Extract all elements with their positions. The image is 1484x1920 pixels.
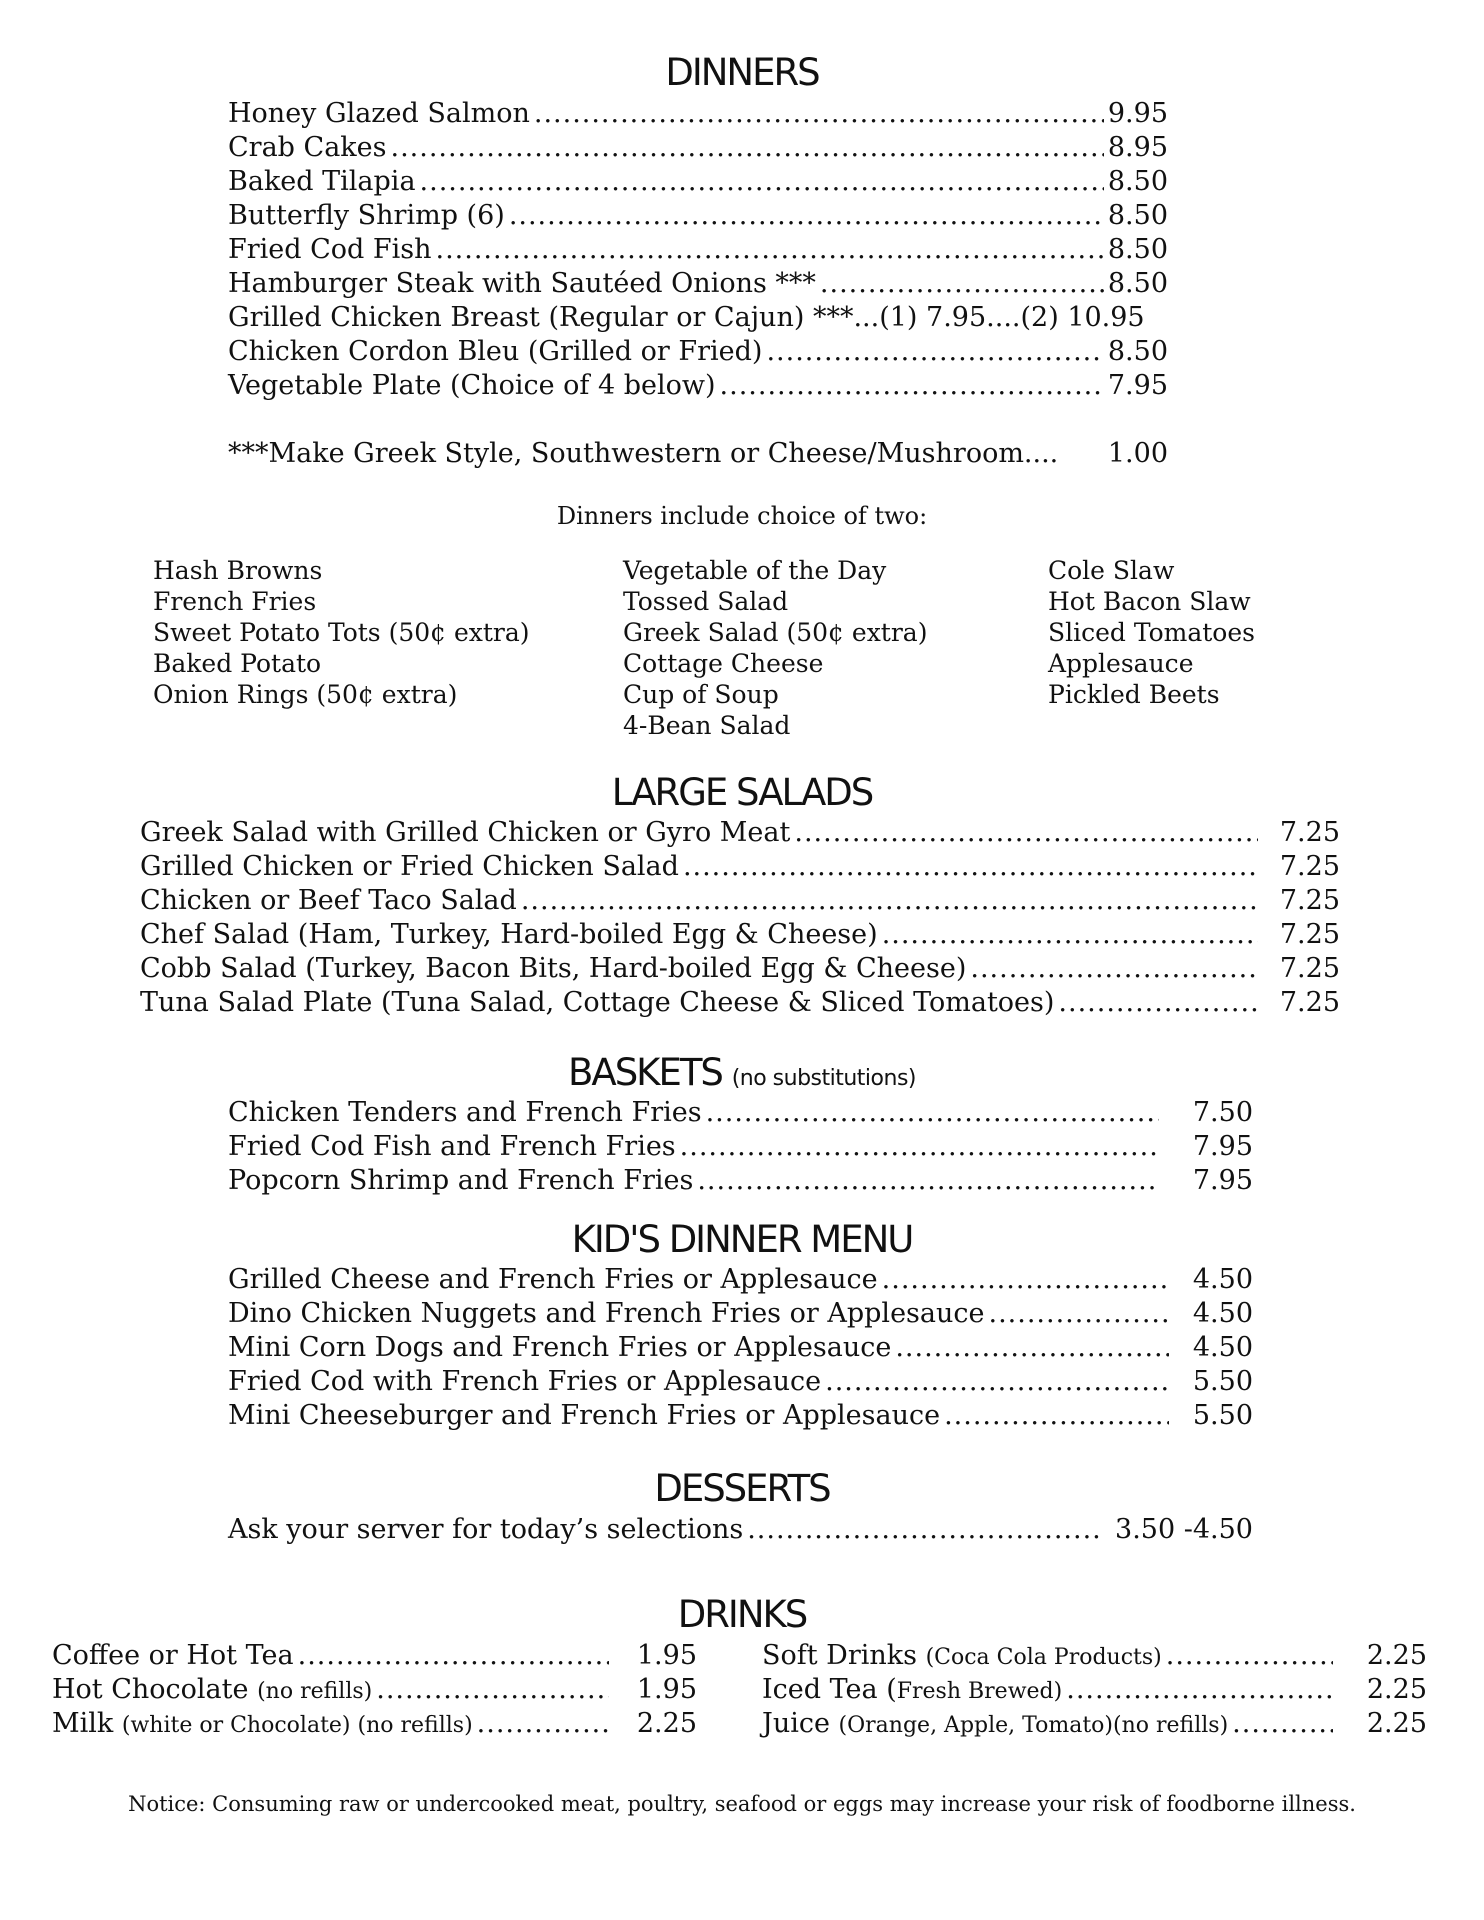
drink-item: Juice (Orange, Apple, Tomato)(no refills) ..... 2.25: [762, 1707, 1427, 1743]
menu-item: Fried Cod with French Fries or Applesauce ..... 5.50: [228, 1365, 1253, 1399]
menu-item: Grilled Cheese and French Fries or Applesauce ..... 4.50: [228, 1263, 1253, 1297]
drink-item: Coffee or Hot Tea ..... 1.95: [52, 1639, 697, 1673]
menu-item: Ask your server for today’s selections ..... 3.50 -4.50: [228, 1513, 1253, 1547]
side-item: Sliced Tomatoes: [1048, 618, 1255, 647]
menu-item: Chicken or Beef Taco Salad ..... 7.25: [140, 884, 1340, 918]
menu-item: Popcorn Shrimp and French Fries ..... 7.95: [228, 1164, 1253, 1198]
menu-item: Grilled Chicken Breast (Regular or Cajun) *** ...(1) 7.95....(2) 10.95: [228, 302, 1145, 333]
kids-menu-heading: KID'S DINNER MENU: [571, 1218, 913, 1261]
side-item: Applesauce: [1048, 649, 1194, 678]
side-item: Cup of Soup: [623, 680, 779, 709]
menu-item: Butterfly Shrimp (6) ..... 8.50: [228, 199, 1168, 233]
side-item: Cole Slaw: [1048, 556, 1175, 585]
side-item: 4-Bean Salad: [623, 711, 791, 740]
menu-item: Fried Cod Fish and French Fries ..... 7.95: [228, 1130, 1253, 1164]
menu-item: Mini Corn Dogs and French Fries or Applesauce ..... 4.50: [228, 1331, 1253, 1365]
side-item: Hot Bacon Slaw: [1048, 587, 1251, 616]
drink-item: Iced Tea (Fresh Brewed) ..... 2.25: [762, 1673, 1427, 1709]
side-item: Greek Salad (50¢ extra): [623, 618, 928, 647]
drink-item: Hot Chocolate (no refills) ..... 1.95: [52, 1673, 697, 1709]
menu-item: Hamburger Steak with Sautéed Onions *** ..... 8.50: [228, 267, 1168, 301]
menu-item: Baked Tilapia ..... 8.50: [228, 165, 1168, 199]
menu-item: Chicken Cordon Bleu (Grilled or Fried) ..... 8.50: [228, 335, 1168, 369]
side-item: Pickled Beets: [1048, 680, 1220, 709]
desserts-heading: DESSERTS: [654, 1467, 830, 1510]
menu-item: Cobb Salad (Turkey, Bacon Bits, Hard-boiled Egg & Cheese) ..... 7.25: [140, 952, 1340, 986]
drink-item: Soft Drinks (Coca Cola Products) ..... 2.25: [762, 1639, 1427, 1675]
sides-column-2: [623, 555, 927, 741]
side-item: Cottage Cheese: [623, 649, 824, 678]
dinners-include-note: Dinners include choice of two:: [556, 502, 928, 530]
baskets-heading: BASKETS (no substitutions): [568, 1051, 916, 1094]
baskets-subtitle: (no substitutions): [731, 1066, 916, 1091]
extra-charge-note: ***Make Greek Style, Southwestern or Cheese/Mushroom.... 1.00: [228, 438, 1168, 469]
side-item: Hash Browns: [153, 556, 323, 585]
sides-column-1: [153, 555, 530, 710]
side-item: Sweet Potato Tots (50¢ extra): [153, 618, 530, 647]
menu-item: Mini Cheeseburger and French Fries or Applesauce ..... 5.50: [228, 1399, 1253, 1433]
menu-item: Crab Cakes ..... 8.95: [228, 131, 1168, 165]
menu-item: Tuna Salad Plate (Tuna Salad, Cottage Cheese & Sliced Tomatoes) ..... 7.25: [140, 986, 1340, 1020]
side-item: Baked Potato: [153, 649, 322, 678]
menu-item: Fried Cod Fish ..... 8.50: [228, 233, 1168, 267]
drink-item: Milk (white or Chocolate) (no refills) ..... 2.25: [52, 1707, 697, 1743]
menu-item: Honey Glazed Salmon ..... 9.95: [228, 97, 1168, 131]
menu-item: Chicken Tenders and French Fries ..... 7.50: [228, 1096, 1253, 1130]
menu-item: Chef Salad (Ham, Turkey, Hard-boiled Egg & Cheese) ..... 7.25: [140, 918, 1340, 952]
drinks-heading: DRINKS: [677, 1593, 807, 1636]
dinners-heading: DINNERS: [665, 51, 819, 94]
menu-item: Vegetable Plate (Choice of 4 below) ..... 7.95: [228, 369, 1168, 403]
sides-column-3: [1048, 555, 1255, 710]
side-item: Tossed Salad: [623, 587, 789, 616]
food-safety-notice: Notice: Consuming raw or undercooked meat, poultry, seafood or eggs may increase your risk of foodborne illness.: [128, 1792, 1356, 1816]
large-salads-heading: LARGE SALADS: [611, 771, 873, 814]
menu-item: Grilled Chicken or Fried Chicken Salad ..... 7.25: [140, 850, 1340, 884]
side-item: Onion Rings (50¢ extra): [153, 680, 458, 709]
menu-item: Dino Chicken Nuggets and French Fries or Applesauce ..... 4.50: [228, 1297, 1253, 1331]
side-item: Vegetable of the Day: [623, 556, 887, 585]
side-item: French Fries: [153, 587, 317, 616]
menu-item: Greek Salad with Grilled Chicken or Gyro Meat ..... 7.25: [140, 816, 1340, 850]
